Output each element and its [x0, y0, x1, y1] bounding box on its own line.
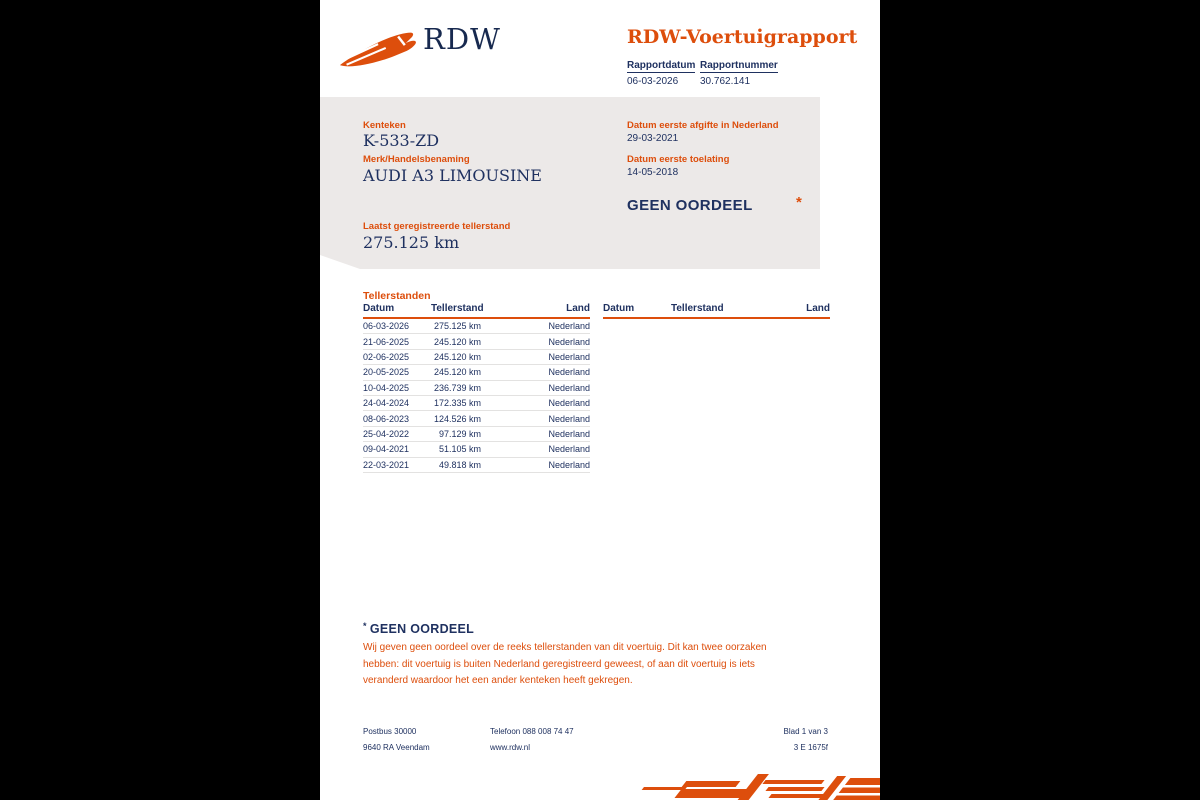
cell-tellerstand: 275.125 km — [433, 321, 481, 332]
table-row — [363, 396, 590, 411]
cell-tellerstand: 97.129 km — [438, 428, 481, 439]
merk-label: Merk/Handelsbenaming — [363, 154, 470, 165]
cell-datum: 24-04-2024 — [363, 398, 410, 409]
col-header-land: Land — [566, 303, 590, 314]
table-row — [363, 365, 590, 380]
afgifte-value: 29-03-2021 — [627, 133, 679, 144]
table-row — [363, 350, 590, 365]
toelating-label: Datum eerste toelating — [627, 154, 730, 165]
cell-tellerstand: 49.818 km — [438, 459, 481, 470]
footnote-text: Wij geven geen oordeel over de reeks tellerstanden van dit voertuig. Dit kan twee oorzaken hebben: dit voertuig is buiten Nederland geregistreerd geweest, of aan dit voertuig is iets veranderd waardoor het een ander kenteken heeft gekregen. — [363, 642, 767, 686]
kenteken-value: K-533-ZD — [363, 131, 440, 150]
footnote-heading — [363, 621, 474, 636]
cell-land: Nederland — [548, 336, 590, 347]
cell-land: Nederland — [548, 398, 590, 409]
col-header-datum: Datum — [603, 303, 635, 314]
cell-datum: 02-06-2025 — [363, 351, 410, 362]
cell-datum: 09-04-2021 — [363, 444, 410, 455]
cell-tellerstand: 245.120 km — [433, 367, 481, 378]
footer-contact — [490, 724, 574, 756]
cell-land: Nederland — [548, 367, 590, 378]
footer-page-number: Blad 1 van 3 — [783, 727, 828, 736]
footer-address-line2: 9640 RA Veendam — [363, 743, 430, 752]
cell-datum: 06-03-2026 — [363, 321, 410, 332]
cell-tellerstand: 236.739 km — [433, 382, 481, 393]
cell-land: Nederland — [548, 321, 590, 332]
footnote-title: GEEN OORDEEL — [369, 622, 475, 636]
table-row — [363, 427, 590, 442]
table-header-row — [363, 303, 590, 319]
cell-land: Nederland — [548, 413, 590, 424]
table-header-row — [603, 303, 830, 319]
tellerstanden-title: Tellerstanden — [363, 290, 431, 302]
report-number-label: Rapportnummer — [700, 60, 778, 71]
report-date-label: Rapportdatum — [627, 60, 696, 71]
footer-website: www.rdw.nl — [490, 743, 531, 752]
table-row — [363, 411, 590, 426]
merk-value: AUDI A3 LIMOUSINE — [363, 166, 542, 185]
footer-address — [363, 724, 430, 756]
toelating-value: 14-05-2018 — [627, 167, 679, 178]
report-number-value: 30.762.141 — [700, 76, 751, 87]
table-row — [363, 334, 590, 349]
tellerstanden-table-empty — [603, 303, 830, 319]
report-page — [320, 0, 880, 800]
rdw-wordmark: RDW — [423, 22, 501, 56]
footnote-asterisk: * — [363, 621, 367, 631]
cell-datum: 08-06-2023 — [363, 413, 410, 424]
report-date-value: 06-03-2026 — [627, 76, 679, 87]
laatste-tellerstand-value: 275.125 km — [363, 233, 460, 252]
laatste-tellerstand-label: Laatst geregistreerde tellerstand — [363, 221, 511, 232]
footer-address-line1: Postbus 30000 — [363, 727, 417, 736]
page-title: RDW-Voertuigrapport — [627, 26, 858, 48]
kenteken-label: Kenteken — [363, 120, 406, 131]
col-header-tellerstand: Tellerstand — [431, 303, 484, 314]
oordeel-asterisk: * — [796, 194, 802, 211]
cell-datum: 10-04-2025 — [363, 382, 410, 393]
cell-datum: 22-03-2021 — [363, 459, 410, 470]
cell-land: Nederland — [548, 444, 590, 455]
cell-datum: 21-06-2025 — [363, 336, 410, 347]
col-header-land: Land — [806, 303, 830, 314]
cell-land: Nederland — [548, 459, 590, 470]
tellerstanden-table — [363, 303, 590, 473]
cell-tellerstand: 245.120 km — [433, 351, 481, 362]
table-row — [363, 458, 590, 473]
footer-phone: Telefoon 088 008 74 47 — [490, 727, 574, 736]
footer-page-info — [784, 724, 828, 756]
afgifte-label: Datum eerste afgifte in Nederland — [627, 120, 779, 131]
speed-stripes-graphic — [628, 774, 880, 800]
footer-form-code: 3 E 1675f — [793, 743, 828, 752]
cell-tellerstand: 245.120 km — [433, 336, 481, 347]
cell-datum: 20-05-2025 — [363, 367, 410, 378]
cell-datum: 25-04-2022 — [363, 428, 410, 439]
cell-land: Nederland — [548, 428, 590, 439]
cell-land: Nederland — [548, 382, 590, 393]
cell-tellerstand: 124.526 km — [433, 413, 481, 424]
cell-tellerstand: 51.105 km — [438, 444, 481, 455]
col-header-datum: Datum — [363, 303, 395, 314]
cell-tellerstand: 172.335 km — [433, 398, 481, 409]
cell-land: Nederland — [548, 351, 590, 362]
rdw-logo-icon — [338, 24, 422, 70]
oordeel-status: GEEN OORDEEL — [627, 197, 753, 214]
table-row — [363, 442, 590, 457]
table-row — [363, 381, 590, 396]
table-row — [363, 319, 590, 334]
col-header-tellerstand: Tellerstand — [671, 303, 724, 314]
